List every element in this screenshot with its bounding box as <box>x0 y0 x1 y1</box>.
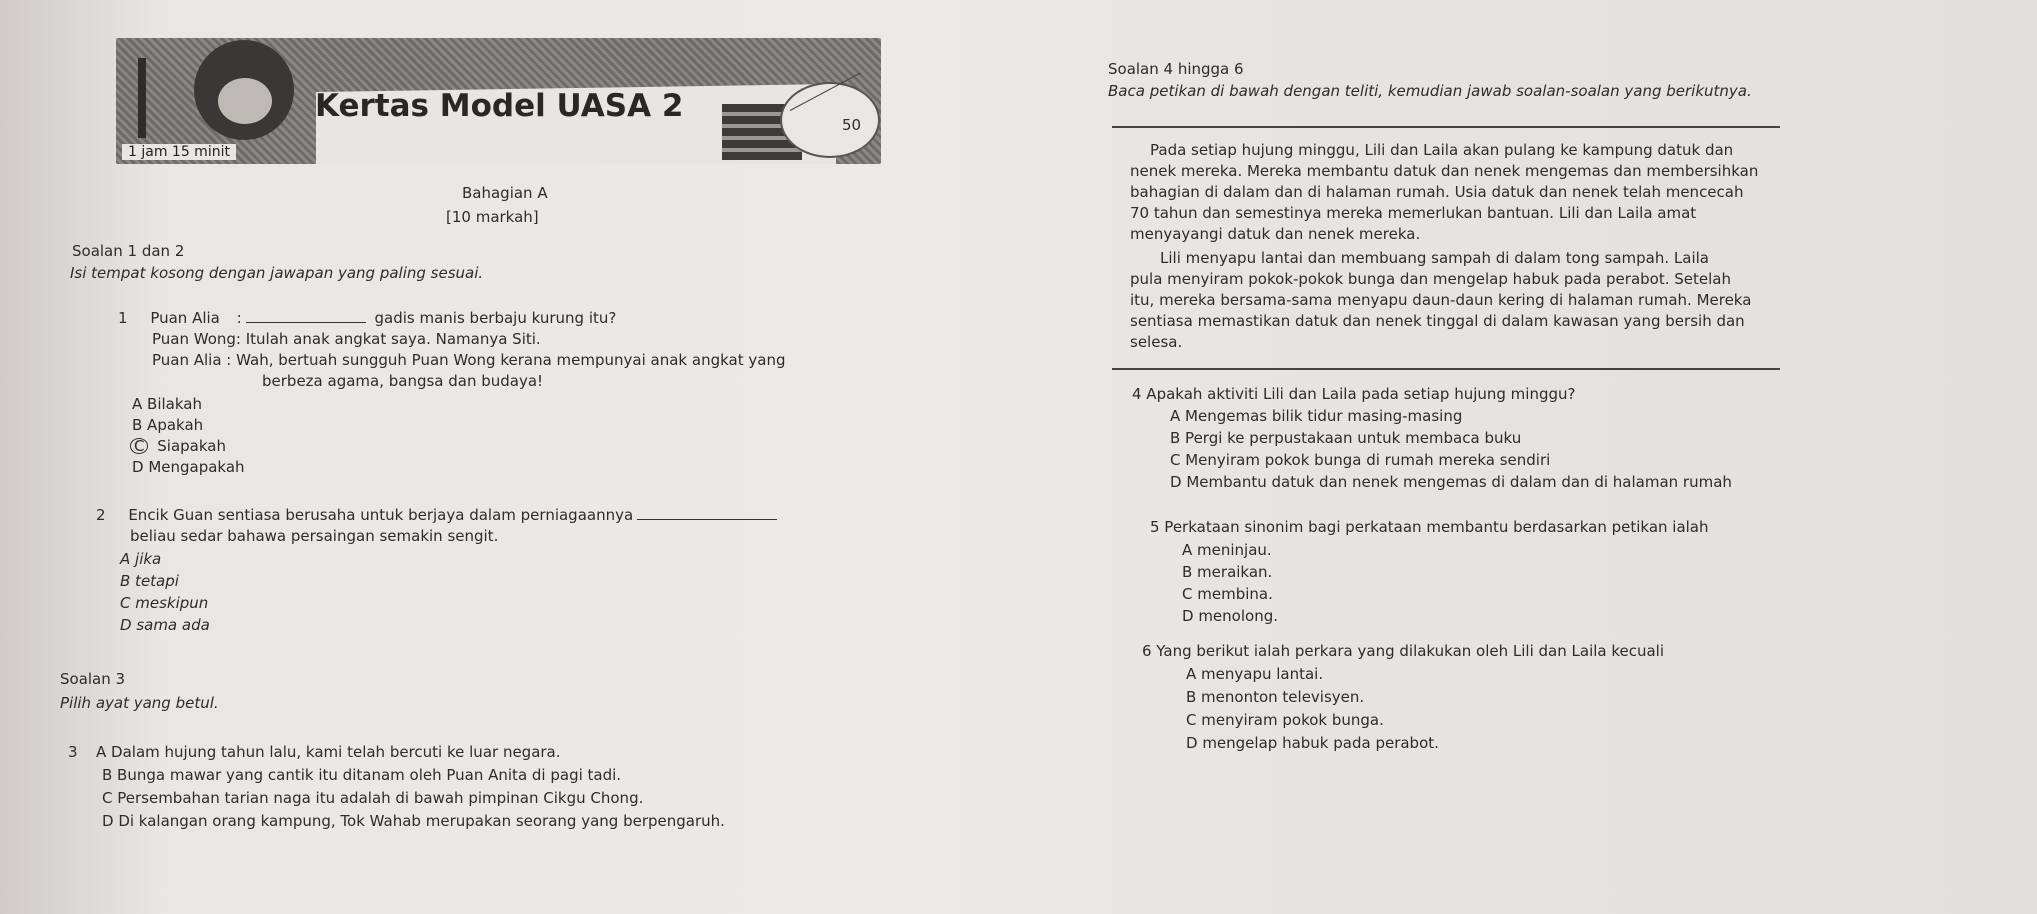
q5-text: 5 Perkataan sinonim bagi perkataan membantu berdasarkan petikan ialah <box>1150 518 1709 536</box>
q1-option-c[interactable] <box>130 437 226 455</box>
soalan-4-6-heading: Soalan 4 hingga 6 <box>1108 60 1244 78</box>
passage-line: Pada setiap hujung minggu, Lili dan Laila akan pulang ke kampung datuk dan <box>1150 141 1734 159</box>
passage-line: menyayangi datuk dan nenek mereka. <box>1130 225 1421 243</box>
mascot-face <box>218 78 272 124</box>
q2-blank[interactable] <box>637 507 777 520</box>
q4-option-d[interactable]: D Membantu datuk dan nenek mengemas di dalam dan di halaman rumah <box>1170 473 1732 491</box>
soalan-3-heading: Soalan 3 <box>60 670 126 688</box>
q5-option-b[interactable]: B meraikan. <box>1182 563 1273 581</box>
passage-line: Lili menyapu lantai dan membuang sampah di dalam tong sampah. Laila <box>1160 249 1709 267</box>
q2-line1-text: Encik Guan sentiasa berusaha untuk berjaya dalam perniagaannya <box>128 506 634 524</box>
passage-line: pula menyiram pokok-pokok bunga dan mengelap habuk pada perabot. Setelah <box>1130 270 1731 288</box>
q1-line2: Puan Wong: Itulah anak angkat saya. Namanya Siti. <box>152 330 541 348</box>
q1-option-d[interactable]: D Mengapakah <box>132 458 245 476</box>
q1-number: 1 <box>118 309 128 327</box>
score-total: 50 <box>842 116 862 134</box>
passage-line: sentiasa memastikan datuk dan nenek tinggal di dalam kawasan yang bersih dan <box>1130 312 1745 330</box>
q1-option-a[interactable]: A Bilakah <box>132 395 202 413</box>
passage-line: 70 tahun dan semestinya mereka memerlukan bantuan. Lili dan Laila amat <box>1130 204 1697 222</box>
q2-option-b[interactable]: B tetapi <box>120 572 179 590</box>
q6-option-a[interactable]: A menyapu lantai. <box>1186 665 1324 683</box>
q4-option-b[interactable]: B Pergi ke perpustakaan untuk membaca buku <box>1170 429 1522 447</box>
q2-line1 <box>96 506 777 524</box>
q1-option-c-text: Siapakah <box>157 437 226 455</box>
q5-option-a[interactable]: A meninjau. <box>1182 541 1272 559</box>
q6-option-c[interactable]: C menyiram pokok bunga. <box>1186 711 1384 729</box>
q1-separator: : <box>236 309 242 327</box>
q1-line1 <box>118 309 616 327</box>
q3-option-b[interactable]: B Bunga mawar yang cantik itu ditanam oleh Puan Anita di pagi tadi. <box>102 766 622 784</box>
passage-line: bahagian di dalam dan di halaman rumah. Usia datuk dan nenek telah mencecah <box>1130 183 1744 201</box>
soalan-1-2-heading: Soalan 1 dan 2 <box>72 242 185 260</box>
q4-option-c[interactable]: C Menyiram pokok bunga di rumah mereka sendiri <box>1170 451 1551 469</box>
q3-option-d[interactable]: D Di kalangan orang kampung, Tok Wahab merupakan seorang yang berpengaruh. <box>102 812 725 830</box>
tree-illustration <box>138 58 146 138</box>
paper-duration: 1 jam 15 minit <box>122 144 236 160</box>
q6-option-b[interactable]: B menonton televisyen. <box>1186 688 1365 706</box>
q2-option-c[interactable]: C meskipun <box>120 594 209 612</box>
q5-option-d[interactable]: D menolong. <box>1182 607 1278 625</box>
paper-title: Kertas Model UASA 2 <box>315 88 684 124</box>
section-name: Bahagian A <box>462 184 548 202</box>
passage-line: nenek mereka. Mereka membantu datuk dan nenek mengemas dan membersihkan <box>1130 162 1759 180</box>
q2-option-a[interactable]: A jika <box>120 550 162 568</box>
q4-text: 4 Apakah aktiviti Lili dan Laila pada setiap hujung minggu? <box>1132 385 1576 403</box>
q6-text: 6 Yang berikut ialah perkara yang dilakukan oleh Lili dan Laila kecuali <box>1142 642 1665 660</box>
score-box <box>780 82 880 158</box>
q3-number: 3 <box>68 743 78 761</box>
q1-line1-rest: gadis manis berbaju kurung itu? <box>374 309 617 327</box>
q4-option-a[interactable]: A Mengemas bilik tidur masing-masing <box>1170 407 1463 425</box>
q2-line2: beliau sedar bahawa persaingan semakin sengit. <box>130 527 499 545</box>
q1-line3: Puan Alia : Wah, bertuah sungguh Puan Wong kerana mempunyai anak angkat yang <box>152 351 786 369</box>
passage-line: selesa. <box>1130 333 1183 351</box>
soalan-3-instruction: Pilih ayat yang betul. <box>60 694 219 712</box>
q2-number: 2 <box>96 506 106 524</box>
q3-option-c[interactable]: C Persembahan tarian naga itu adalah di bawah pimpinan Cikgu Chong. <box>102 789 644 807</box>
section-marks: [10 markah] <box>446 208 539 226</box>
q1-option-c-circle: C <box>130 438 148 454</box>
q2-option-d[interactable]: D sama ada <box>120 616 210 634</box>
q1-line4: berbeza agama, bangsa dan budaya! <box>262 372 544 390</box>
soalan-4-6-instruction: Baca petikan di bawah dengan teliti, kemudian jawab soalan-soalan yang berikutnya. <box>1108 82 1752 100</box>
q1-speaker: Puan Alia <box>150 309 220 327</box>
q1-blank[interactable] <box>246 310 366 323</box>
passage-line: itu, mereka bersama-sama menyapu daun-daun kering di halaman rumah. Mereka <box>1130 291 1752 309</box>
soalan-1-2-instruction: Isi tempat kosong dengan jawapan yang paling sesuai. <box>70 264 484 282</box>
q5-option-c[interactable]: C membina. <box>1182 585 1273 603</box>
q3-option-a[interactable]: A Dalam hujung tahun lalu, kami telah bercuti ke luar negara. <box>96 743 561 761</box>
q1-option-b[interactable]: B Apakah <box>132 416 204 434</box>
q6-option-d[interactable]: D mengelap habuk pada perabot. <box>1186 734 1439 752</box>
